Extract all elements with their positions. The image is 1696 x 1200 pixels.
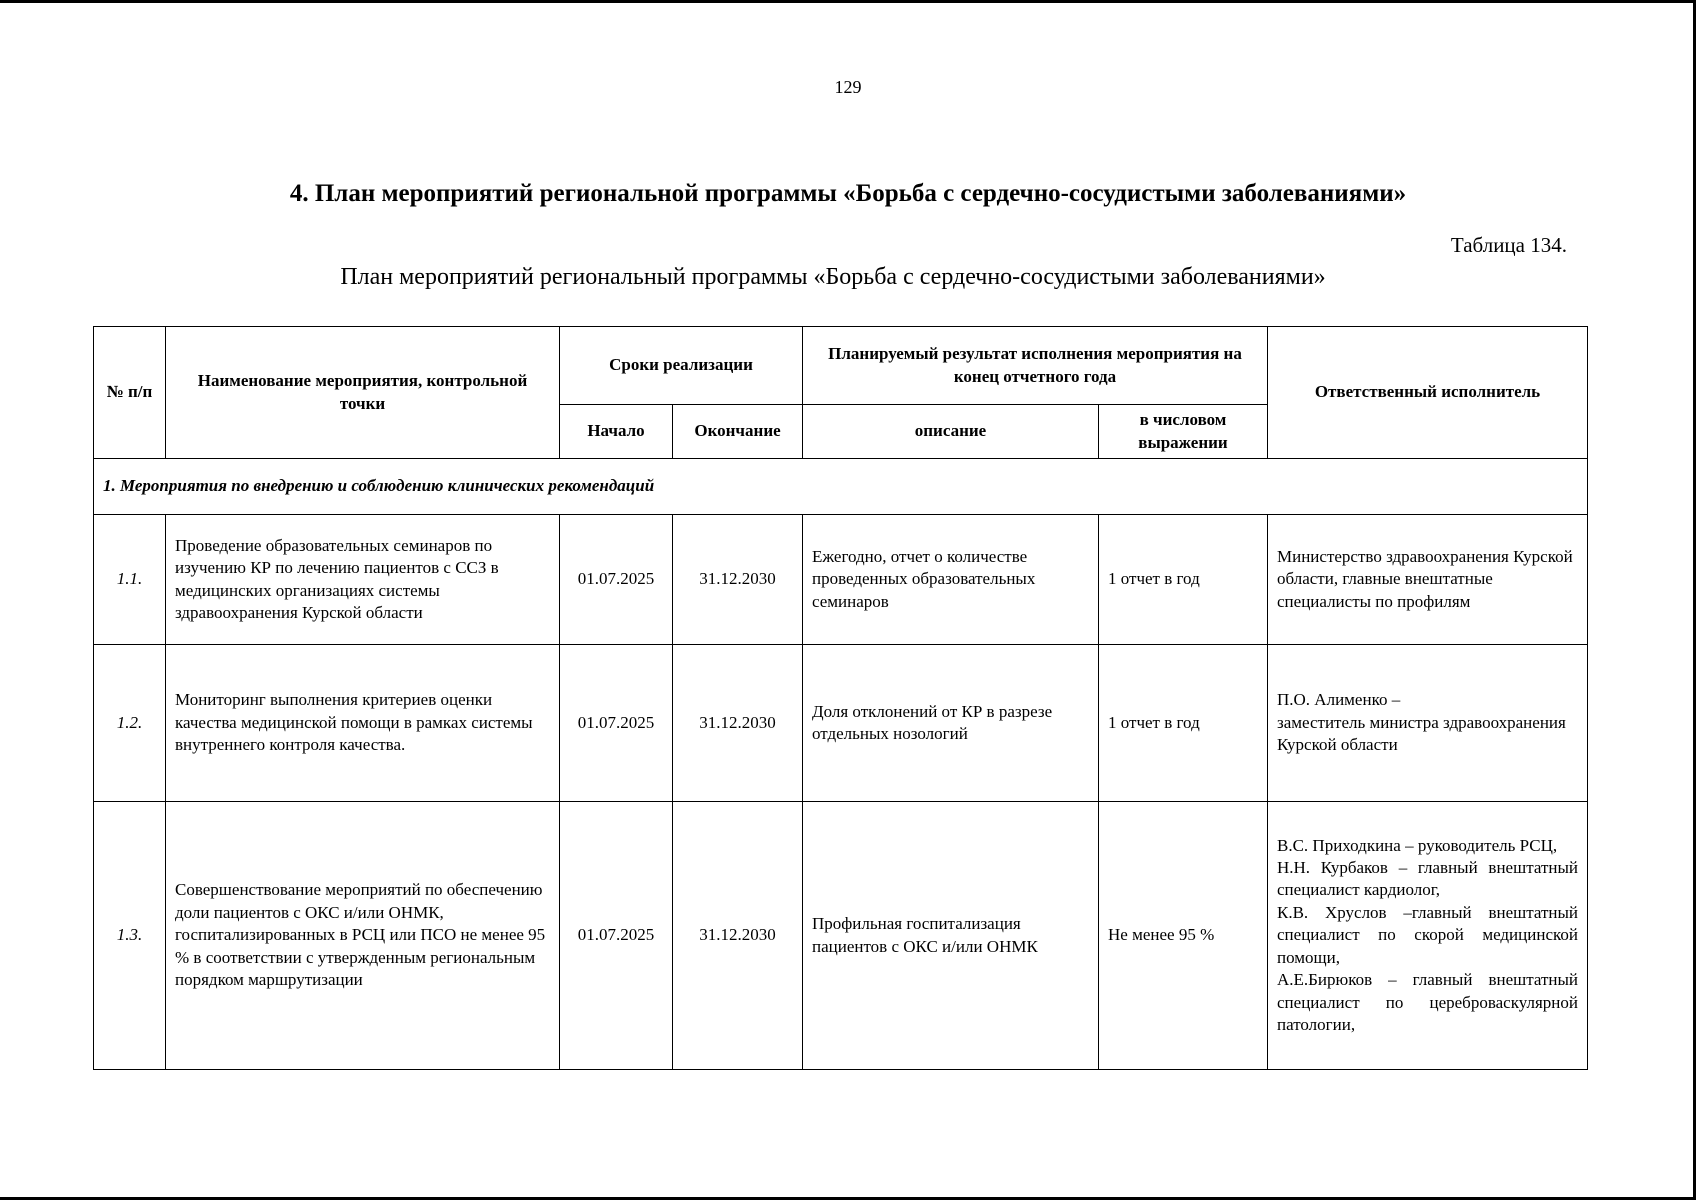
responsible-line: П.О. Алименко –	[1277, 690, 1401, 710]
responsible-line: Н.Н. Курбаков – главный внештатный специалист кардиолог,	[1277, 857, 1578, 900]
responsible-line: А.Е.Бирюков – главный внештатный специалист по цереброваскулярной патологии,	[1277, 970, 1578, 1035]
row-name: Совершенствование мероприятий по обеспечению доли пациентов с ОКС и/или ОНМК, госпитализированных в РСЦ или ПСО не менее 95 % в соответствии с утвержденным региональным порядком маршрутизации	[166, 802, 560, 1070]
responsible-line: заместитель министра здравоохранения Курской области	[1277, 712, 1566, 755]
plan-table	[93, 326, 1588, 1070]
header-num: № п/п	[94, 327, 166, 459]
responsible-line: Министерство здравоохранения Курской области, главные внештатные специалисты по профилям	[1277, 546, 1573, 611]
row-name: Проведение образовательных семинаров по изучению КР по лечению пациентов с ССЗ в медицинских организациях системы здравоохранения Курской области	[166, 515, 560, 645]
header-end: Окончание	[673, 405, 803, 459]
row-responsible	[1268, 515, 1588, 645]
row-start: 01.07.2025	[560, 515, 673, 645]
section-title: 4. План мероприятий региональной программы «Борьба с сердечно-сосудистыми заболеваниями»	[289, 180, 1407, 207]
table-title: План мероприятий региональный программы «Борьба с сердечно-сосудистыми заболеваниями»	[340, 264, 1326, 290]
page-number: 129	[834, 77, 862, 97]
header-terms: Сроки реализации	[560, 327, 803, 405]
row-start: 01.07.2025	[560, 802, 673, 1070]
header-description: описание	[803, 405, 1099, 459]
header-start: Начало	[560, 405, 673, 459]
row-start: 01.07.2025	[560, 645, 673, 802]
section-heading: 1. Мероприятия по внедрению и соблюдению клинических рекомендаций	[94, 459, 1588, 515]
row-numeric: 1 отчет в год	[1099, 645, 1268, 802]
header-responsible: Ответственный исполнитель	[1268, 327, 1588, 459]
row-responsible	[1268, 802, 1588, 1070]
row-description: Ежегодно, отчет о количестве проведенных образовательных семинаров	[803, 515, 1099, 645]
table-label: Таблица 134.	[1450, 233, 1567, 257]
header-name: Наименование мероприятия, контрольной точки	[166, 327, 560, 459]
row-responsible	[1268, 645, 1588, 802]
row-num: 1.3.	[94, 802, 166, 1070]
row-end: 31.12.2030	[673, 515, 803, 645]
row-numeric: 1 отчет в год	[1099, 515, 1268, 645]
row-name: Мониторинг выполнения критериев оценки качества медицинской помощи в рамках системы внутреннего контроля качества.	[166, 645, 560, 802]
row-end: 31.12.2030	[673, 645, 803, 802]
row-numeric: Не менее 95 %	[1099, 802, 1268, 1070]
row-num: 1.1.	[94, 515, 166, 645]
row-description: Профильная госпитализация пациентов с ОКС и/или ОНМК	[803, 802, 1099, 1070]
row-description: Доля отклонений от КР в разрезе отдельных нозологий	[803, 645, 1099, 802]
table-row	[94, 645, 1588, 802]
header-result: Планируемый результат исполнения мероприятия на конец отчетного года	[803, 327, 1268, 405]
row-num: 1.2.	[94, 645, 166, 802]
table-row	[94, 802, 1588, 1070]
scan-border-top	[0, 0, 1696, 3]
row-end: 31.12.2030	[673, 802, 803, 1070]
header-numeric: в числовом выражении	[1099, 405, 1268, 459]
table-row	[94, 515, 1588, 645]
responsible-line: В.С. Приходкина – руководитель РСЦ,	[1277, 835, 1558, 855]
responsible-line: К.В. Хруслов –главный внештатный специалист по скорой медицинской помощи,	[1277, 902, 1578, 967]
